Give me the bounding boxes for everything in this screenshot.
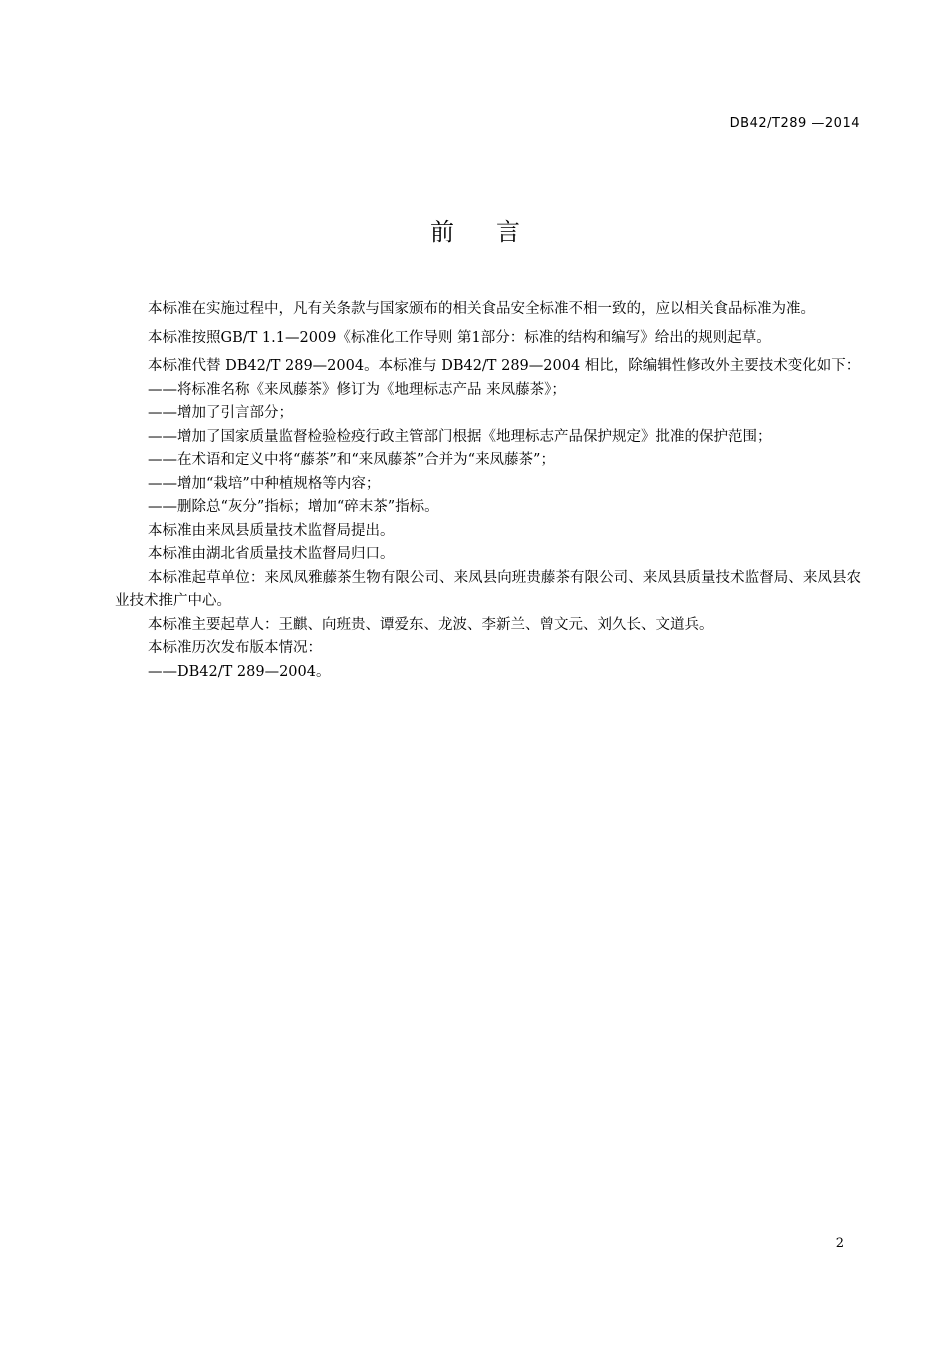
page-title: 前言: [430, 218, 562, 246]
standard-code-header: DB42/T289 —2014: [729, 116, 860, 131]
paragraph-drafting-rules: 本标准按照GB/T 1.1—2009《标准化工作导则 第1部分：标准的结构和编写》给出的规则起草。: [148, 329, 771, 346]
list-item: ——增加了引言部分；: [148, 405, 293, 421]
page-number: 2: [835, 1236, 844, 1251]
paragraph-implementation-note: 本标准在实施过程中，凡有关条款与国家颁布的相关食品安全标准不相一致的，应以相关食品标准为准。: [148, 301, 815, 317]
paragraph-history-title: 本标准历次发布版本情况：: [148, 640, 322, 656]
list-item: ——DB42/T 289—2004。: [148, 663, 331, 680]
list-item: ——删除总“灰分”指标；增加“碎末茶”指标。: [148, 499, 439, 515]
list-item: ——增加了国家质量监督检验检疫行政主管部门根据《地理标志产品保护规定》批准的保护范围；: [148, 428, 772, 445]
paragraph-drafters: 本标准主要起草人：王麒、向班贵、谭爱东、龙波、李新兰、曾文元、刘久长、文道兵。: [148, 616, 714, 633]
list-item: ——将标准名称《来凤藤茶》修订为《地理标志产品 来凤藤茶》；: [148, 381, 566, 398]
list-item: ——在术语和定义中将“藤茶”和“来凤藤茶”合并为“来凤藤茶”；: [148, 452, 555, 468]
paragraph-replacement-note: 本标准代替 DB42/T 289—2004。本标准与 DB42/T 289—2004 相比，除编辑性修改外主要技术变化如下：: [148, 358, 861, 374]
paragraph-proposed-by: 本标准由来凤县质量技术监督局提出。: [148, 522, 395, 539]
paragraph-drafting-units: 本标准起草单位：来凤凤雅藤茶生物有限公司、来凤县向班贵藤茶有限公司、来凤县质量技术监督局、来凤县农业技术推广中心。: [115, 569, 861, 609]
document-body: [115, 298, 861, 684]
list-item: ——增加“栽培”中种植规格等内容；: [148, 475, 381, 492]
changes-list: [115, 379, 861, 520]
paragraph-managed-by: 本标准由湖北省质量技术监督局归口。: [148, 546, 395, 562]
